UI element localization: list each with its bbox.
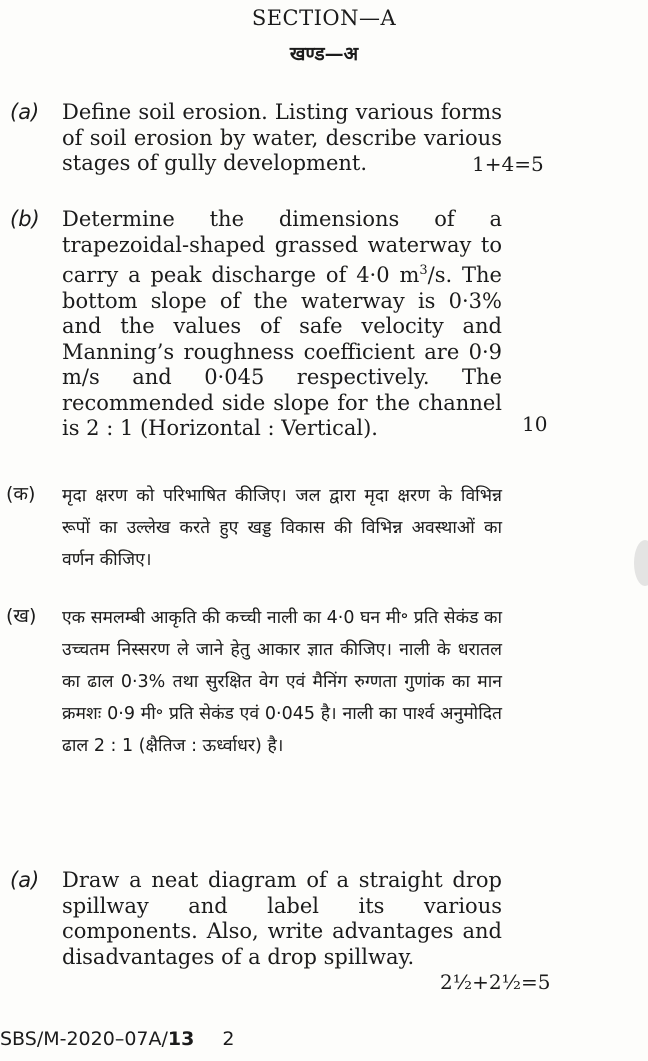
question-text: एक समलम्बी आकृति की कच्ची नाली का 4·0 घन मी॰ प्रति सेकंड का उच्चतम निस्सरण ले जाने हेतु आकार ज्ञात कीजिए। नाली के धरातल का ढाल 0·3% तथा सुरक्षित वेग एवं मैनिंग रुग्णता गुणांक का मान क्रमशः 0·9 मी॰ प्रति सेकंड एवं 0·045 है। नाली का पार्श्व अनुमोदित ढाल 2 : 1 (क्षैतिज : ऊर्ध्वाधर) है। [62,608,502,756]
question-marks: 2½+2½=5 [440,970,551,994]
question-label: (a) [10,100,40,124]
question-text: Define soil erosion. Listing various forms of soil erosion by water, describe various stages of gully development. [62,100,502,175]
question-marks: 1+4=5 [472,152,544,176]
page-number: 2 [222,1028,235,1050]
question-label: (क) [6,483,36,505]
question-label: (a) [10,868,40,892]
question-marks: 10 [522,412,548,436]
page-footer: SBS/M-2020–07A/13 2 [0,1028,235,1050]
page-edge-smudge [634,540,648,586]
section-title: SECTION—A [251,6,397,30]
question-text: Determine the dimensions of a trapezoidal-shaped grassed waterway to carry a peak discharge of 4·0 $m^3/s$. The bottom slope of the waterway is 0·3% and the values of safe velocity and Manning’s roughness coefficient are 0·9 m/s and 0·045 respectively. The recommended side slope for the channel is 2 : 1 (Horizontal : Vertical). [62,207,502,440]
section-title-hindi: खण्ड—अ [289,43,359,65]
question-text: मृदा क्षरण को परिभाषित कीजिए। जल द्वारा मृदा क्षरण के विभिन्न रूपों का उल्लेख करते हुए खड्ड विकास की विभिन्न अवस्थाओं का वर्णन कीजिए। [62,486,502,570]
question-text: Draw a neat diagram of a straight drop spillway and label its various components. Also, write advantages and disadvantages of a drop spillway. [62,868,502,969]
question-label: (ख) [6,605,37,627]
question-label: (b) [10,207,40,231]
